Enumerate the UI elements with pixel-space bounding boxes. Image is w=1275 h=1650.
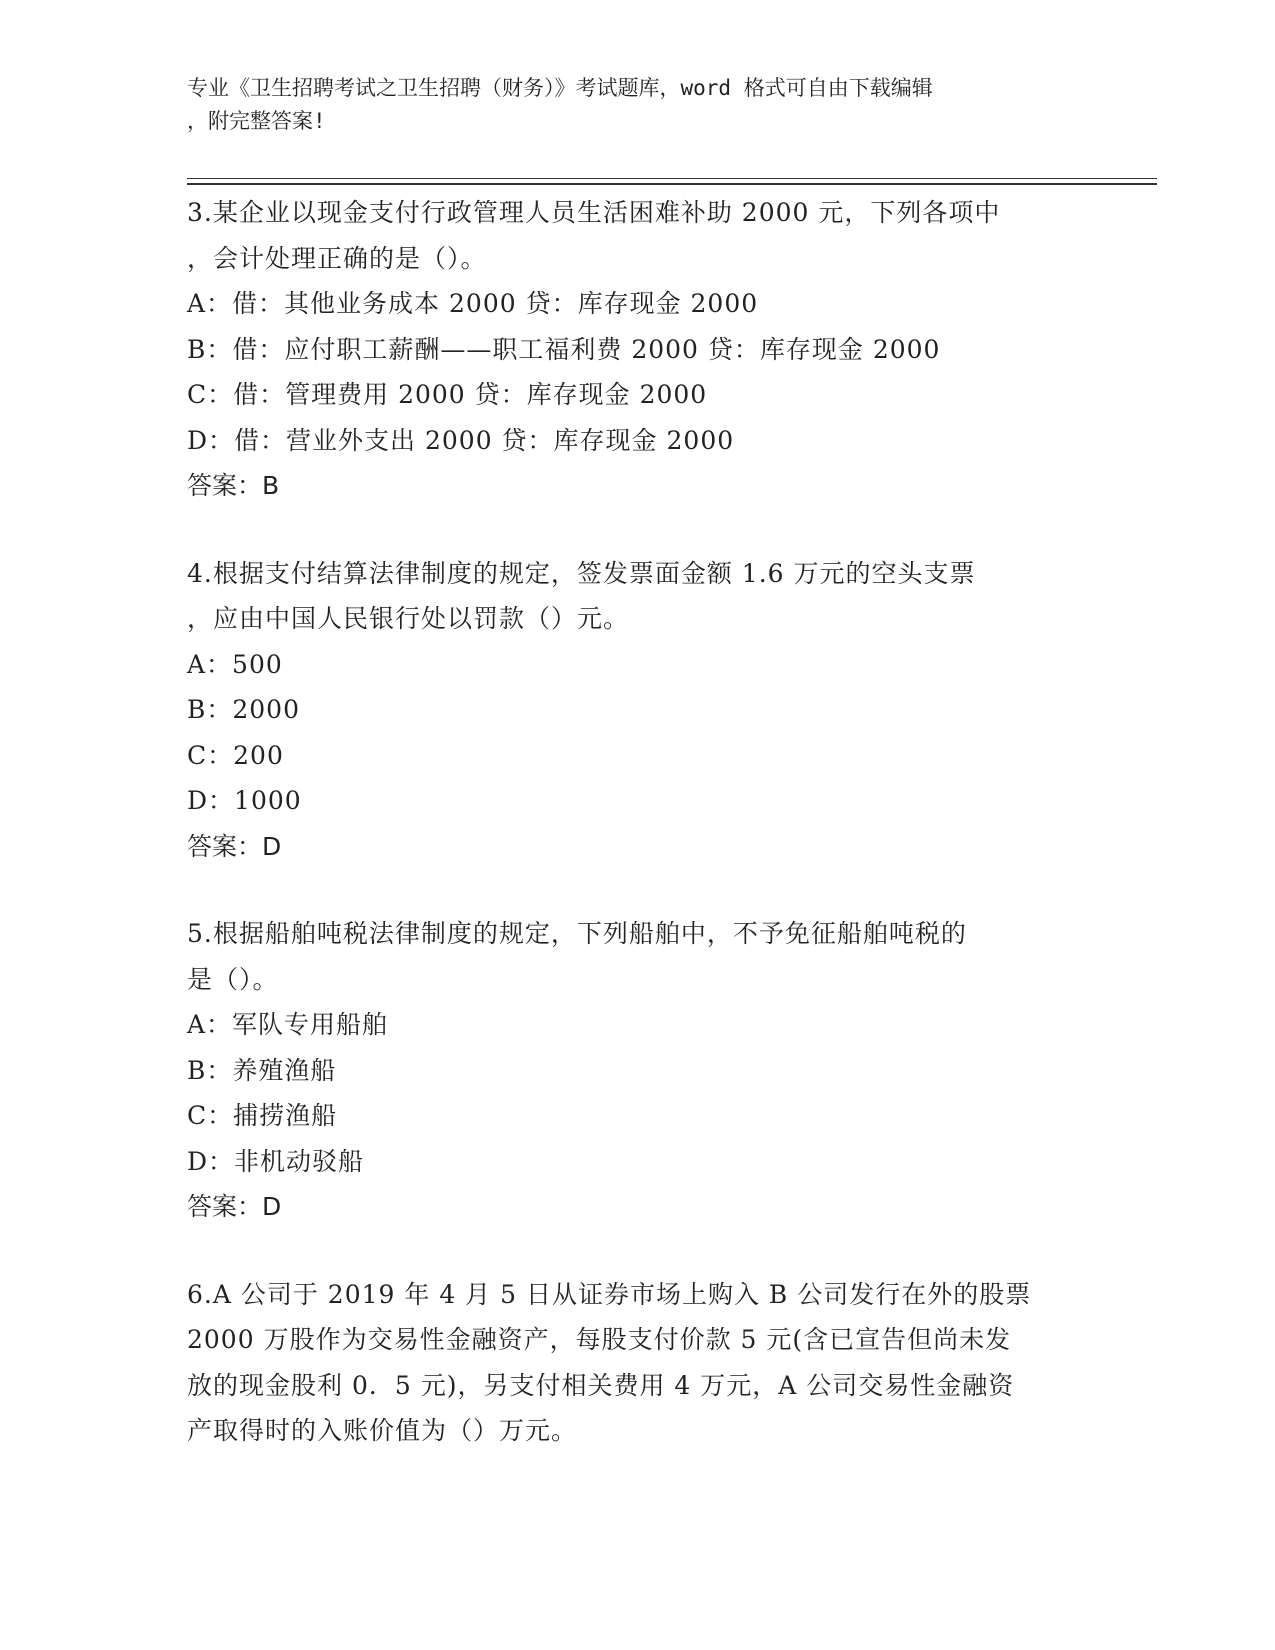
question-text: 4.根据支付结算法律制度的规定，签发票面金额 1.6 万元的空头支票 — [187, 558, 976, 588]
option-b: B：2000 — [187, 695, 300, 724]
option-a: A：500 — [187, 649, 283, 679]
question-text: 放的现金股利 0．5 元)，另支付相关费用 4 万元，A 公司交易性金融资 — [187, 1370, 1015, 1400]
question-text: 是（）。 — [187, 964, 279, 994]
option-a: A：借：其他业务成本 2000 贷：库存现金 2000 — [187, 289, 759, 318]
option-c: C：200 — [187, 740, 284, 770]
option-d: D：借：营业外支出 2000 贷：库存现金 2000 — [187, 425, 735, 455]
question-5 — [187, 911, 1107, 1230]
option-b: B：借：应付职工薪酬——职工福利费 2000 贷：库存现金 2000 — [187, 334, 941, 364]
option-d: D：1000 — [187, 786, 302, 815]
question-text: 3.某企业以现金支付行政管理人员生活困难补助 2000 元，下列各项中 — [187, 198, 1001, 227]
question-text: 5.根据船舶吨税法律制度的规定，下列船舶中，不予免征船舶吨税的 — [187, 919, 967, 948]
question-text: 产取得时的入账价值为（）万元。 — [187, 1416, 578, 1445]
option-b: B：养殖渔船 — [187, 1055, 337, 1085]
question-text: ，应由中国人民银行处以罚款（）元。 — [187, 604, 630, 633]
answer: 答案：D — [187, 1192, 282, 1221]
question-list — [187, 190, 1107, 1496]
option-c: C：捕捞渔船 — [187, 1101, 338, 1130]
option-d: D：非机动驳船 — [187, 1146, 365, 1176]
option-a: A：军队专用船舶 — [187, 1010, 389, 1039]
header-divider-thick — [187, 183, 1157, 185]
header-line-1: 专业《卫生招聘考试之卫生招聘（财务）》考试题库，word 格式可自由下载编辑 — [187, 76, 933, 100]
question-text: 6.A 公司于 2019 年 4 月 5 日从证券市场上购入 B 公司发行在外的股票 — [187, 1279, 1032, 1309]
document-header — [187, 72, 1067, 138]
question-3 — [187, 190, 1107, 509]
question-4 — [187, 551, 1107, 870]
answer: 答案：D — [187, 831, 282, 861]
question-text: 2000 万股作为交易性金融资产，每股支付价款 5 元(含已宣告但尚未发 — [187, 1325, 1012, 1354]
header-line-2: ，附完整答案! — [187, 109, 326, 133]
header-divider-thin — [187, 178, 1157, 179]
answer: 答案：B — [187, 471, 280, 500]
question-6 — [187, 1272, 1107, 1454]
question-text: ，会计处理正确的是（）。 — [187, 243, 487, 273]
option-c: C：借：管理费用 2000 贷：库存现金 2000 — [187, 380, 708, 409]
